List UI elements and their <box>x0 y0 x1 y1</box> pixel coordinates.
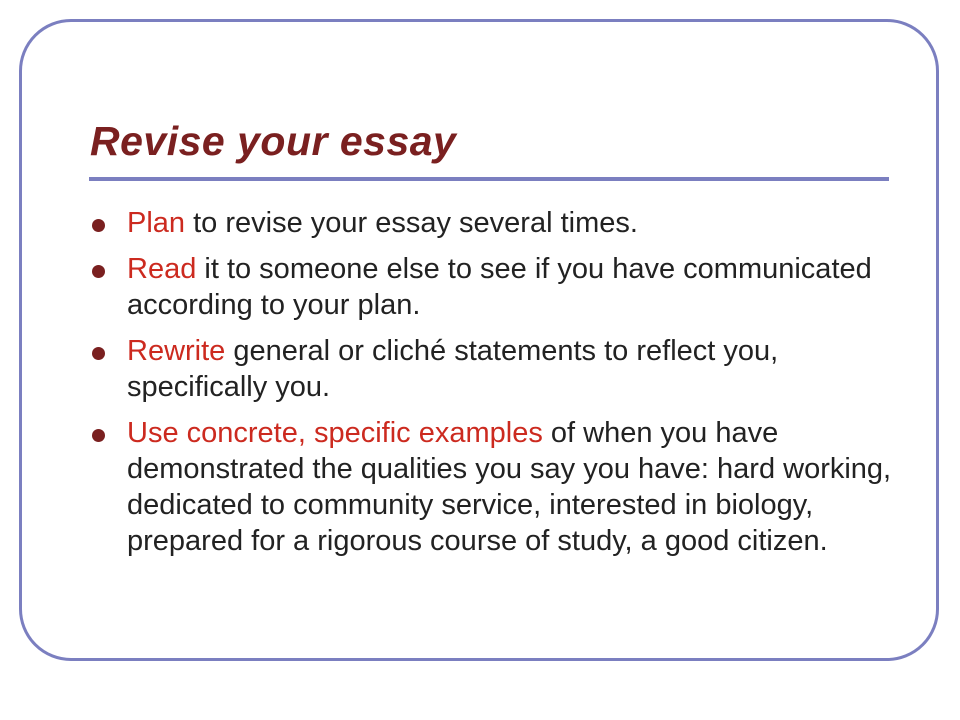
title-underline <box>89 177 889 181</box>
bullet-text-rewrite: general or cliché statements to reflect you, specifically you. <box>127 335 779 403</box>
bullet-item-rewrite <box>127 333 897 405</box>
bullet-item-examples <box>127 415 897 559</box>
slide-title: Revise your essay <box>90 118 457 164</box>
bullet-lead-rewrite: Rewrite <box>127 335 226 367</box>
bullet-dot-icon <box>92 219 105 232</box>
bullet-item-plan <box>127 205 897 241</box>
bullet-dot-icon <box>92 347 105 360</box>
bullet-dot-icon <box>92 265 105 278</box>
bullet-lead-examples: Use concrete, specific examples <box>127 417 543 449</box>
bullet-text-plan: to revise your essay several times. <box>185 207 638 239</box>
bullet-dot-icon <box>92 429 105 442</box>
bullet-lead-plan: Plan <box>127 207 186 239</box>
bullet-text-read: it to someone else to see if you have communicated according to your plan. <box>127 253 872 321</box>
bullet-text-examples: of when you have demonstrated the qualities you say you have: hard working, dedicated to community service, interested in biology, prepared for a rigorous course of study, a good citizen. <box>127 417 892 557</box>
bullet-lead-read: Read <box>127 253 197 285</box>
bullet-item-read <box>127 251 897 323</box>
bullet-list <box>127 205 897 569</box>
